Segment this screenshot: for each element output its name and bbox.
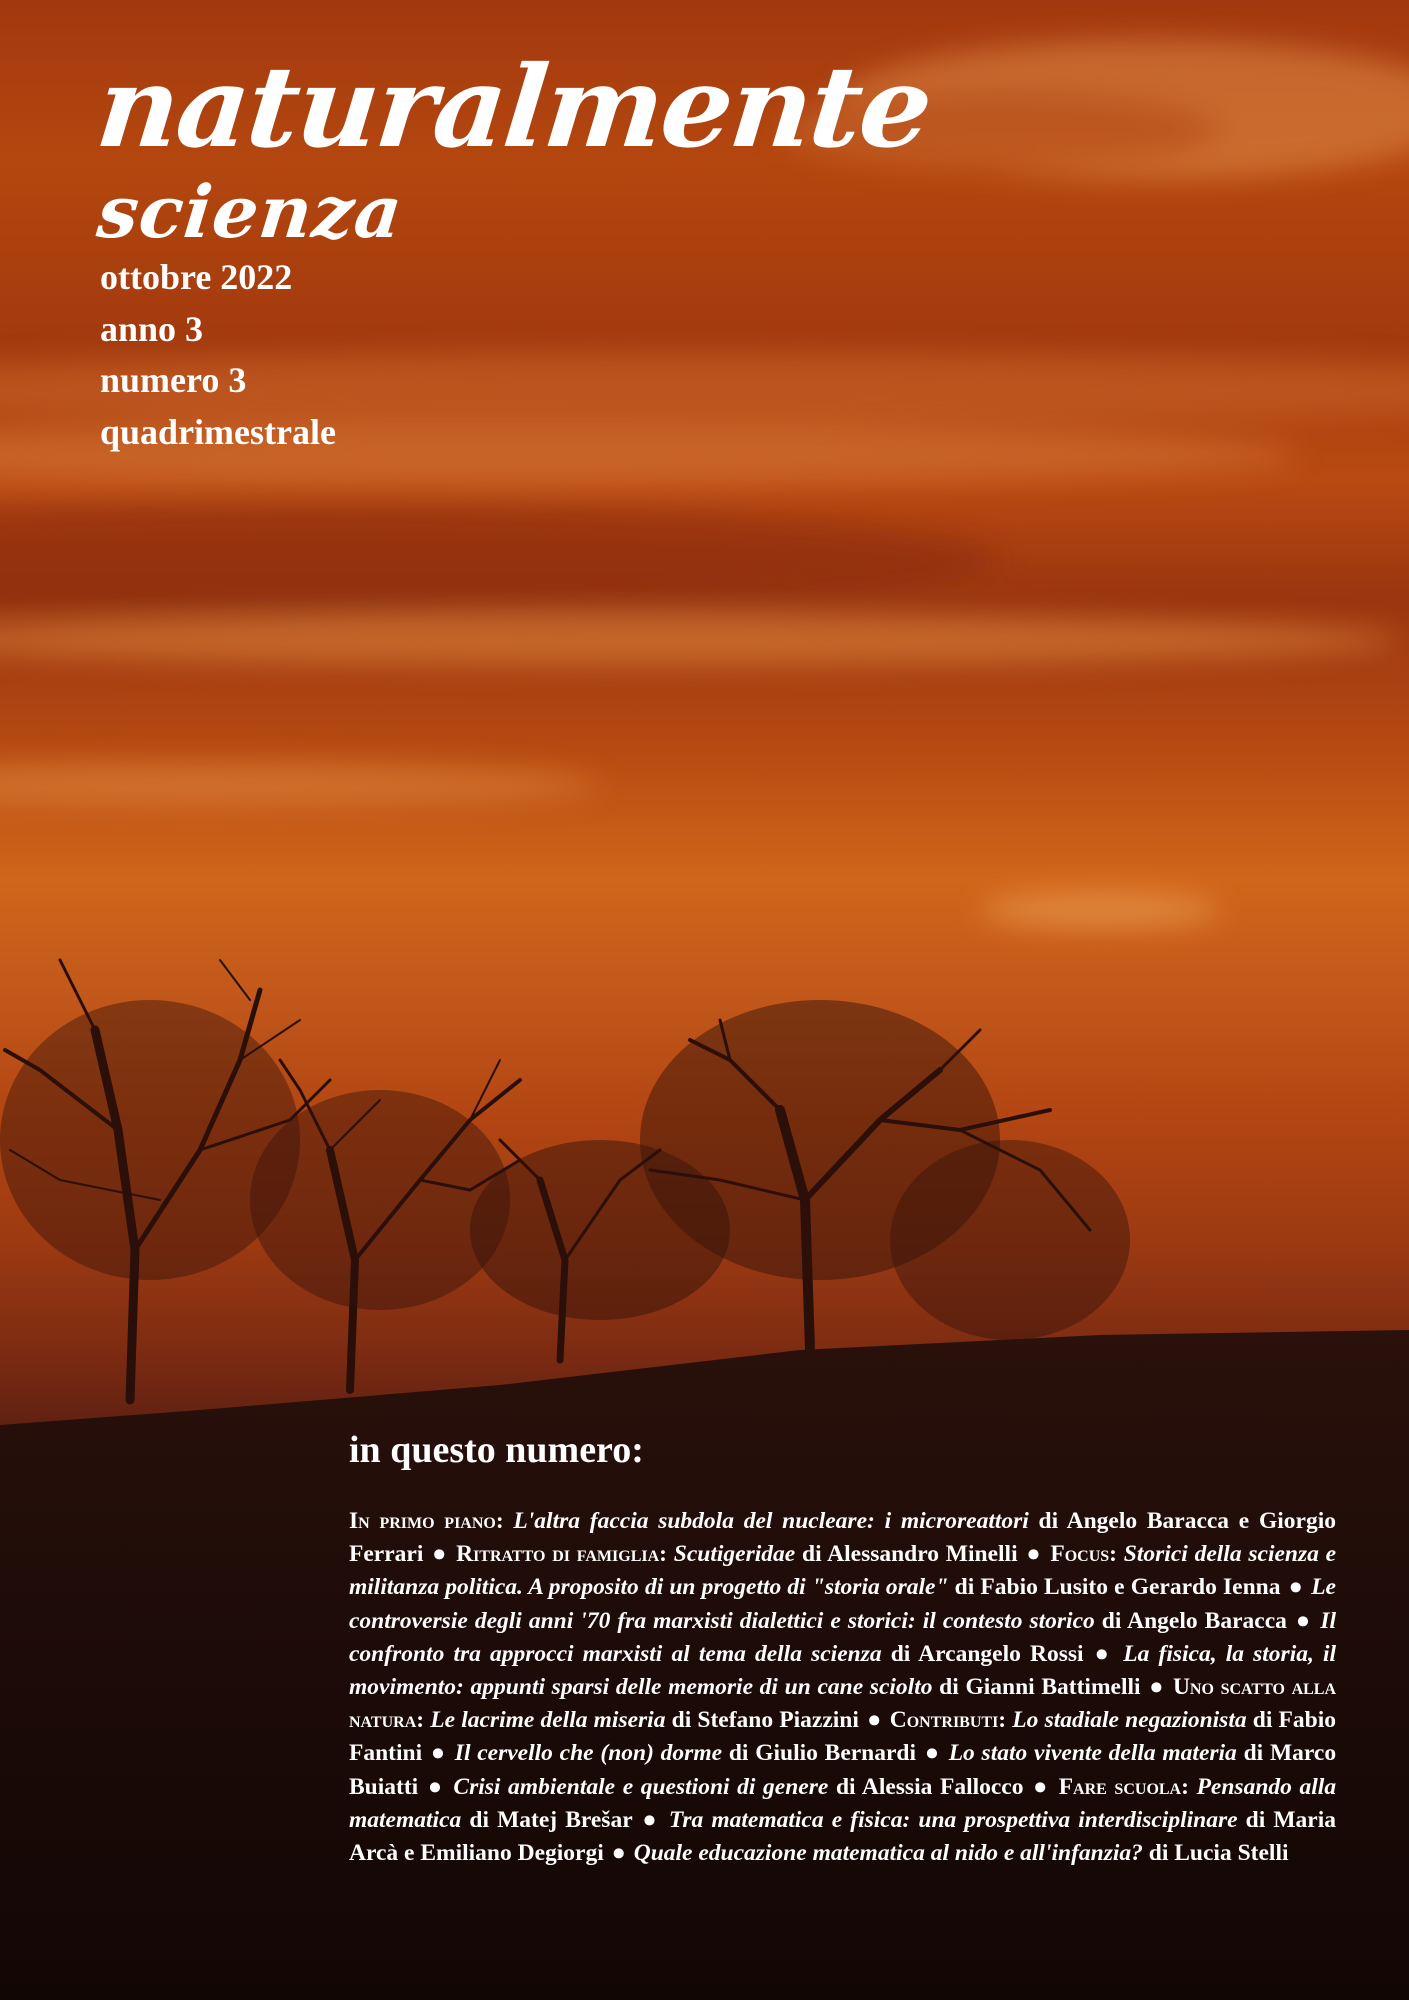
bullet-separator: ● (1295, 1607, 1312, 1634)
issue-frequency: quadrimestrale (100, 411, 336, 452)
bullet-separator: ● (427, 1773, 444, 1800)
bullet-separator: ● (432, 1541, 448, 1568)
section-label: Focus: (1050, 1541, 1117, 1568)
article-title: L'altra faccia subdola del nucleare: i microreattori (513, 1508, 1029, 1534)
article-title: La fisica, la storia, il movimento: appunti sparsi delle memorie di un cane sciolto (349, 1640, 1337, 1701)
article-authors: di Alessandro Minelli (802, 1541, 1018, 1568)
article-authors: di Marco Buiatti (349, 1740, 1337, 1800)
section-label: Fare scuola: (1058, 1773, 1189, 1800)
bullet-separator: ● (867, 1707, 882, 1734)
article-authors: di Fabio Lusito e Gerardo Ienna (954, 1574, 1281, 1601)
issue-year: anno 3 (100, 308, 204, 349)
article-authors: di Matej Brešar (469, 1806, 633, 1833)
article-title: Storici della scienza e militanza politica. A proposito di un progetto di "storia orale" (349, 1541, 1337, 1601)
article-title: Le lacrime della miseria (430, 1707, 666, 1734)
bullet-separator: ● (611, 1840, 626, 1867)
table-of-contents (349, 1505, 1336, 1870)
bullet-separator: ● (1094, 1640, 1113, 1667)
section-label: Ritratto di famiglia: (456, 1541, 667, 1568)
article-title: Le controversie degli anni '70 fra marxisti dialettici e storici: il contesto storico (349, 1574, 1336, 1634)
article-authors: di Giulio Bernardi (728, 1740, 917, 1767)
section-label: Uno scatto alla natura: (349, 1674, 1337, 1734)
magazine-subtitle: scienza (93, 169, 407, 254)
bullet-separator: ● (924, 1740, 940, 1767)
article-authors: di Angelo Baracca e Giorgio Ferrari (349, 1508, 1336, 1568)
bullet-separator: ● (1033, 1773, 1050, 1800)
bullet-separator: ● (1026, 1541, 1042, 1568)
article-title: Lo stato vivente della materia (948, 1740, 1237, 1767)
section-label: In primo piano: (349, 1508, 504, 1534)
article-title: Il cervello che (non) dorme (454, 1740, 723, 1767)
article-title: Scutigeridae (673, 1541, 796, 1568)
article-authors: di Gianni Battimelli (939, 1674, 1141, 1701)
article-authors: di Maria Arcà e Emiliano Degiorgi (349, 1806, 1337, 1867)
issue-number: numero 3 (100, 360, 247, 400)
article-title: Lo stadiale negazionista (1012, 1707, 1247, 1734)
contents-heading: in questo numero: (349, 1429, 644, 1471)
article-title: Pensando alla matematica (349, 1773, 1337, 1833)
bullet-separator: ● (1149, 1674, 1165, 1701)
article-authors: di Arcangelo Rossi (890, 1640, 1084, 1667)
article-title: Il confronto tra approcci marxisti al tema della scienza (349, 1607, 1336, 1667)
bullet-separator: ● (1288, 1574, 1304, 1601)
section-label: Contributi: (889, 1707, 1007, 1734)
article-title: Quale educazione matematica al nido e all'infanzia? (633, 1840, 1143, 1867)
article-title: Crisi ambientale e questioni di genere (453, 1773, 829, 1800)
bullet-separator: ● (642, 1806, 659, 1833)
article-authors: di Alessia Fallocco (835, 1773, 1024, 1800)
magazine-title: naturalmente (91, 42, 937, 173)
article-authors: di Fabio Fantini (349, 1707, 1337, 1767)
bullet-separator: ● (430, 1740, 447, 1767)
issue-date: ottobre 2022 (100, 257, 293, 297)
issue-details (100, 252, 336, 458)
article-authors: di Lucia Stelli (1148, 1840, 1289, 1867)
article-authors: di Angelo Baracca (1101, 1607, 1287, 1634)
article-authors: di Stefano Piazzini (671, 1707, 859, 1734)
article-title: Tra matematica e fisica: una prospettiva interdisciplinare (668, 1806, 1238, 1833)
